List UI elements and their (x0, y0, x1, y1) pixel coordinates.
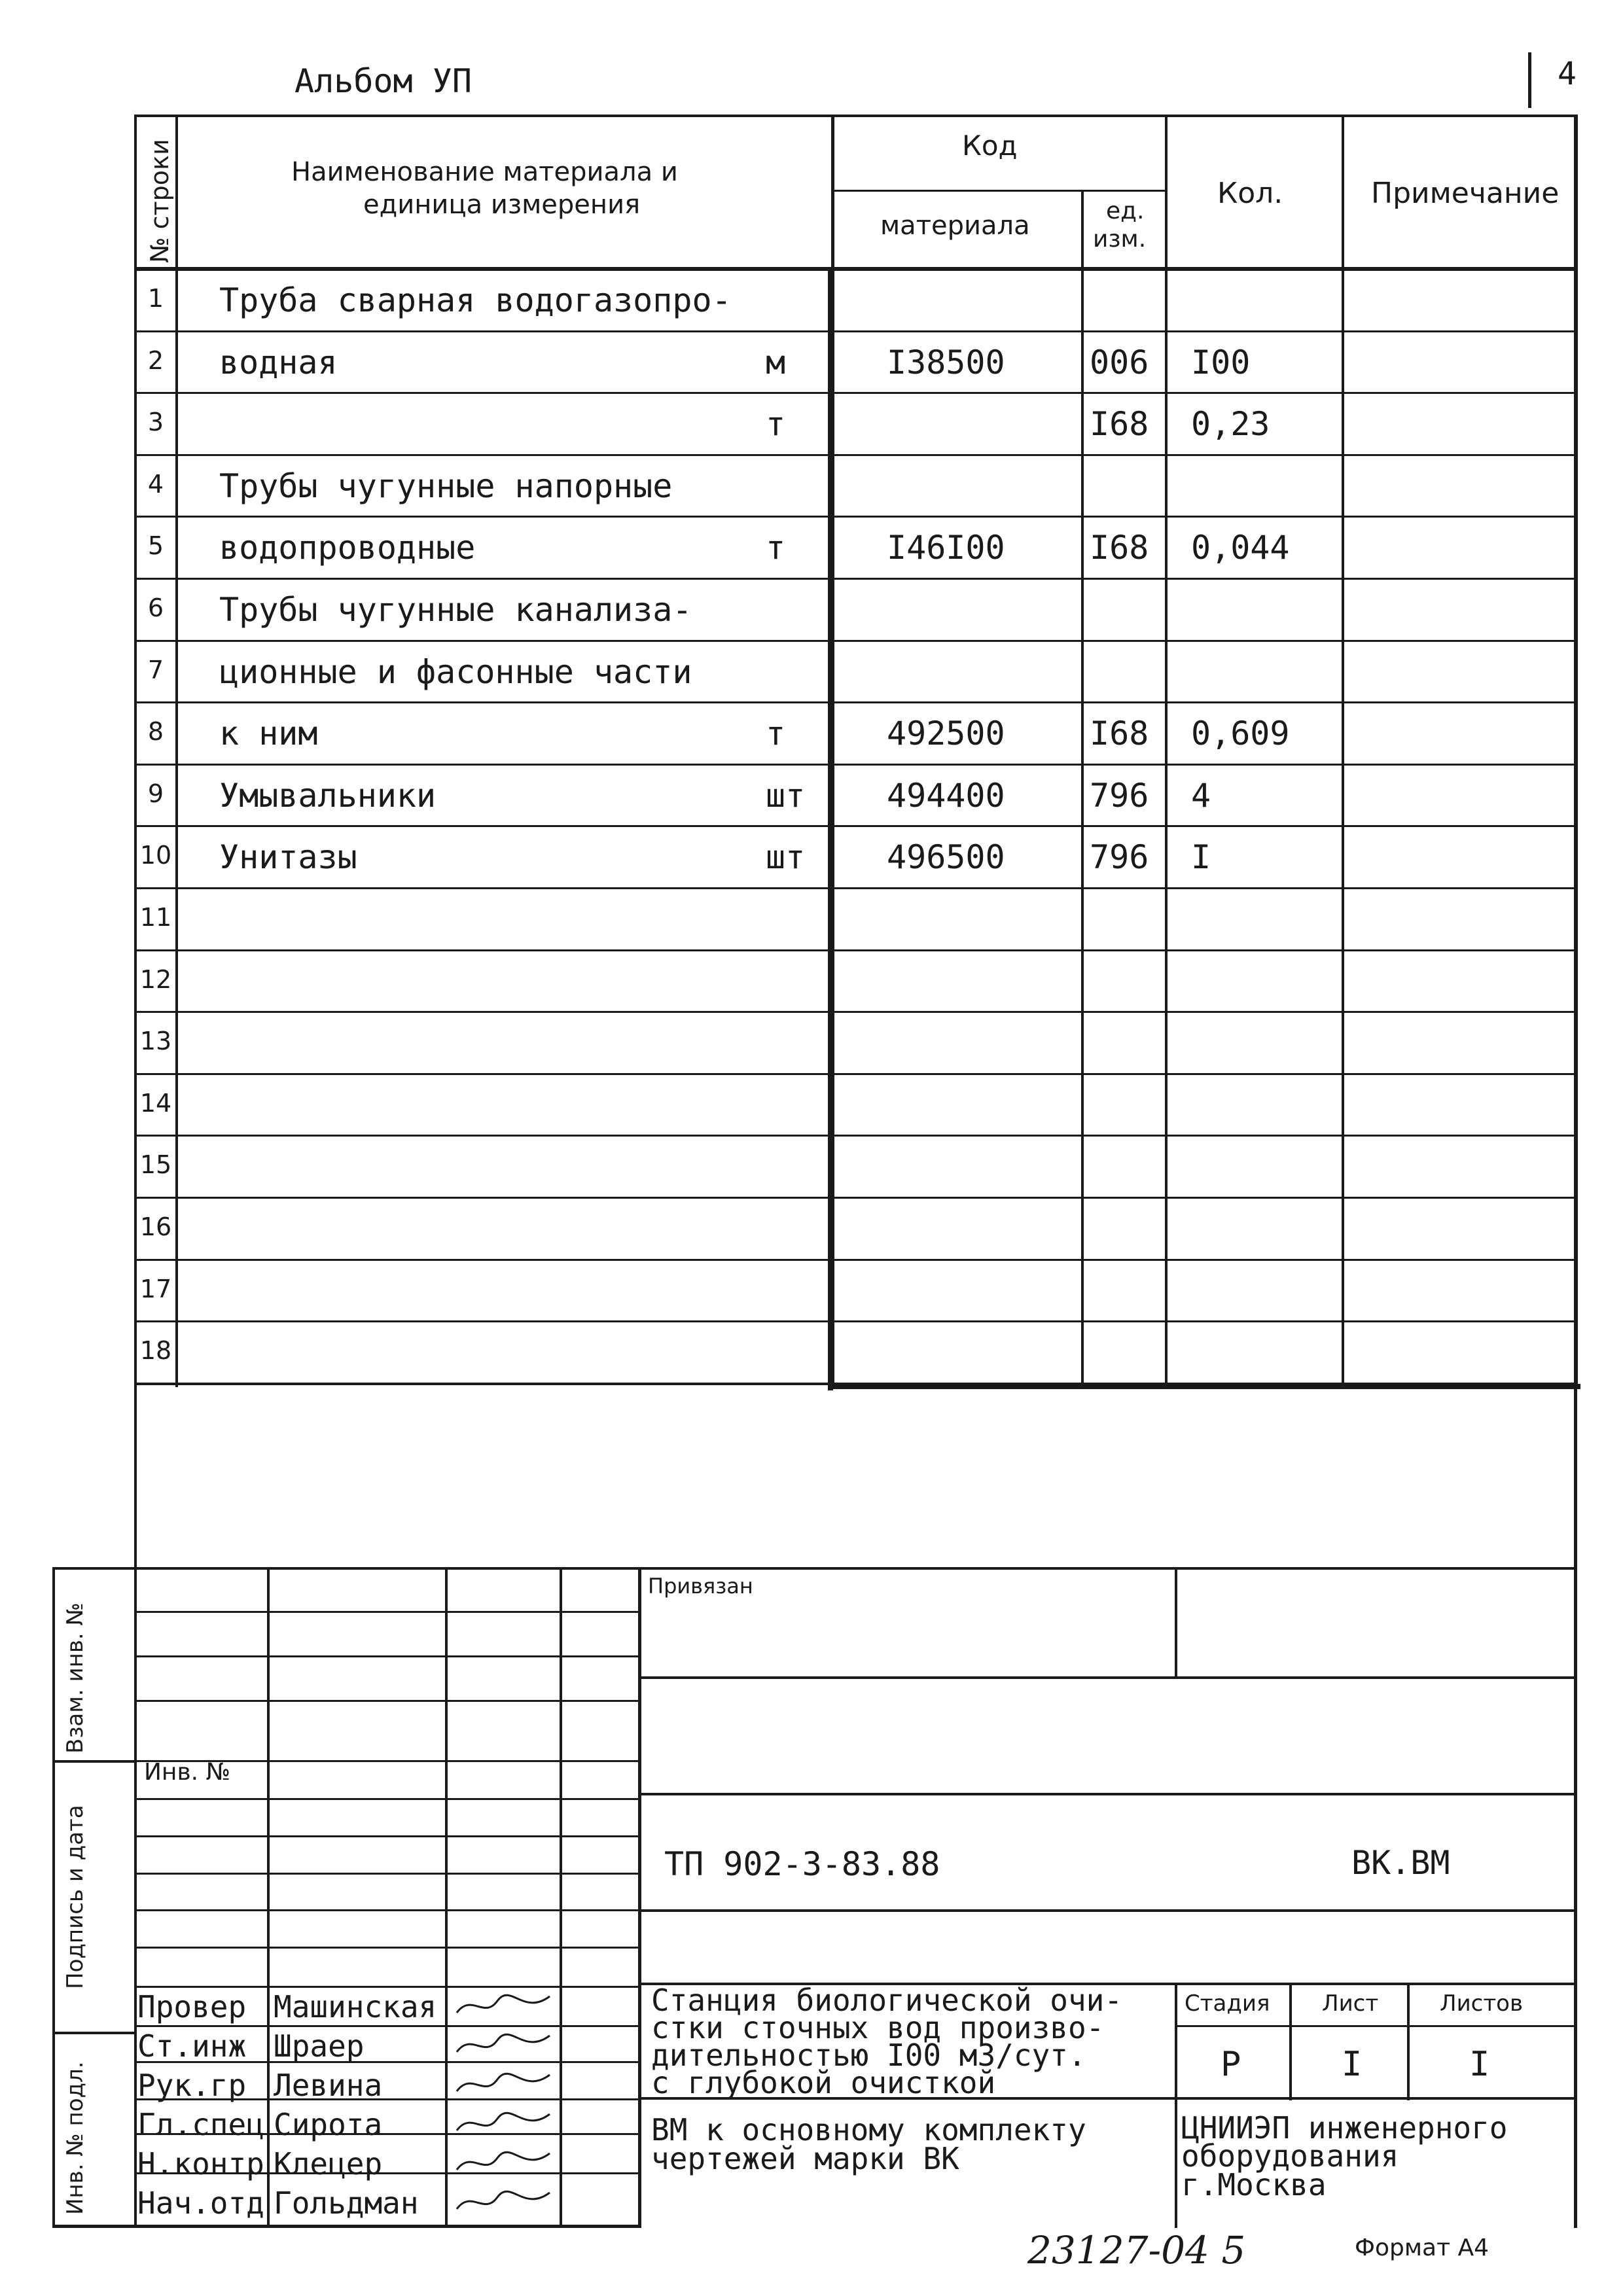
doc-mark: ВК.ВМ (1351, 1844, 1450, 1882)
header-name-1: Наименование материала и (291, 157, 678, 187)
row-number: 12 (139, 965, 172, 994)
doc-code: ТП 902-3-83.88 (664, 1845, 940, 1883)
row-number: 11 (139, 903, 172, 932)
tb-grid-hline (136, 1798, 641, 1800)
signature-mark (452, 2144, 556, 2183)
grid-v4 (638, 1567, 641, 2228)
row-material-code: 496500 (887, 838, 1005, 876)
format-label: Формат А4 (1355, 2234, 1489, 2261)
row-qty: 4 (1191, 777, 1211, 815)
signatory-role: Провер (137, 1989, 247, 2024)
tb-h2 (641, 1793, 1577, 1795)
header-kod: Код (962, 130, 1018, 162)
signature-mark (452, 2183, 556, 2222)
row-unit: шт (766, 838, 806, 876)
row-qty: 0,609 (1191, 715, 1290, 752)
signature-mark (452, 1987, 556, 2026)
sheet-value: I (1342, 2045, 1363, 2084)
signatory-name: Сирота (274, 2107, 383, 2142)
privyazan-divider (1175, 1567, 1177, 1678)
tb-grid-hline (136, 1655, 641, 1657)
row-divider (136, 330, 1576, 332)
signatory-name: Шраер (274, 2028, 365, 2064)
header-qty: Кол. (1217, 177, 1283, 210)
signatory-role: Нач.отд (137, 2185, 264, 2221)
album-title: Альбом УП (294, 62, 472, 100)
sheets-label: Листов (1440, 1990, 1524, 2017)
stage-v1 (1175, 1983, 1177, 2228)
row-name: Трубы чугунные напорные (219, 467, 673, 505)
tb-grid-hline (136, 2025, 641, 2027)
row-divider (136, 1135, 1576, 1137)
tb-bottom (52, 2225, 641, 2228)
row-material-code: I38500 (887, 344, 1005, 381)
signatory-role: Ст.инж (137, 2028, 247, 2064)
row-number: 4 (147, 470, 164, 499)
signature-mark (452, 2065, 556, 2104)
stage-value: Р (1221, 2045, 1241, 2084)
row-qty: I00 (1191, 344, 1251, 381)
tb-grid-hline (136, 1611, 641, 1613)
row-unit-code: 796 (1090, 777, 1149, 815)
row-name: Умывальники (219, 777, 437, 815)
row-number: 6 (147, 593, 164, 622)
header-bottom (134, 267, 1577, 271)
row-name: ционные и фасонные части (219, 653, 692, 691)
row-name: Унитазы (219, 838, 357, 876)
header-ed-1: ед. (1106, 198, 1145, 224)
signatory-role: Н.контр (137, 2146, 264, 2181)
row-divider (136, 1320, 1576, 1322)
header-row-no: № строки (145, 139, 174, 263)
stage-label: Стадия (1185, 1990, 1270, 2017)
row-unit-code: I68 (1090, 405, 1149, 443)
grid-v3 (560, 1567, 562, 2228)
tb-grid-hline (136, 1909, 641, 1911)
project-name-2: стки сточных вод произво- (651, 2010, 1105, 2045)
row-number: 3 (147, 408, 164, 436)
signature-mark (452, 2104, 556, 2144)
kod-subline (831, 190, 1165, 192)
row-material-code: 494400 (887, 777, 1005, 815)
thick-left (828, 268, 833, 1390)
signatory-role: Гл.спец (137, 2107, 264, 2142)
row-qty: 0,044 (1191, 529, 1290, 567)
row-number: 13 (139, 1027, 172, 1055)
sheet-title-2: чертежей марки ВК (651, 2141, 959, 2176)
stage-v2 (1289, 1983, 1292, 2100)
header-name-2: единица измерения (363, 190, 641, 220)
sheet-title-1: ВМ к основному комплекту (651, 2112, 1086, 2147)
row-unit: т (766, 715, 786, 752)
row-number: 9 (147, 779, 164, 808)
page-number: 4 (1558, 56, 1577, 92)
row-qty: 0,23 (1191, 405, 1270, 443)
header-note: Примечание (1371, 177, 1560, 210)
tb-grid-hline (136, 1873, 641, 1875)
row-number: 10 (139, 841, 172, 870)
row-divider (136, 392, 1576, 394)
thick-bottom (828, 1384, 1580, 1389)
tb-h3 (641, 1909, 1577, 1912)
row-divider (136, 1197, 1576, 1199)
header-material: материала (880, 211, 1030, 241)
row-name: Труба сварная водогазопро- (219, 281, 732, 319)
row-unit-code: I68 (1090, 715, 1149, 752)
signature-mark (452, 2026, 556, 2065)
row-divider (136, 949, 1576, 951)
tb-grid-hline (136, 1986, 641, 1988)
row-material-code: I46I00 (887, 529, 1005, 567)
row-divider (136, 578, 1576, 580)
row-number: 16 (139, 1212, 172, 1241)
row-divider (136, 1011, 1576, 1013)
row-unit-code: I68 (1090, 529, 1149, 567)
row-name: Трубы чугунные канализа- (219, 591, 692, 629)
signatory-name: Левина (274, 2068, 383, 2103)
signatory-name: Гольдман (274, 2185, 419, 2221)
row-material-code: 492500 (887, 715, 1005, 752)
sheets-value: I (1469, 2045, 1490, 2084)
handwritten-doc-number: 23127-04 5 (1027, 2228, 1246, 2272)
side-sep-2 (52, 2032, 136, 2034)
row-number: 15 (139, 1150, 172, 1179)
side-vzam-inv: Взам. инв. № (62, 1602, 88, 1754)
col-line-material (1081, 190, 1084, 1387)
side-podpis-data: Подпись и дата (62, 1805, 88, 1989)
row-divider (136, 454, 1576, 456)
row-divider (136, 640, 1576, 642)
tb-grid-hline (136, 1947, 641, 1949)
row-unit: м (766, 344, 786, 381)
row-divider (136, 516, 1576, 518)
tb-grid-hline (136, 1835, 641, 1837)
tb-h1 (641, 1676, 1577, 1679)
header-ed-2: изм. (1093, 226, 1147, 253)
sheet-label: Лист (1322, 1990, 1379, 2017)
row-unit-code: 006 (1090, 344, 1149, 381)
project-name-3: дительностью I00 м3/сут. (651, 2038, 1086, 2073)
side-sep-1 (52, 1760, 136, 1763)
row-unit: шт (766, 777, 806, 815)
page-number-divider (1528, 52, 1531, 108)
row-unit-code: 796 (1090, 838, 1149, 876)
side-inv-podl: Инв. № подл. (62, 2061, 88, 2215)
tb-top (52, 1567, 1577, 1570)
tb-right (1574, 1387, 1577, 2228)
project-name-4: с глубокой очисткой (651, 2065, 996, 2100)
privyazan-label: Привязан (648, 1574, 753, 1598)
signatory-name: Клецер (274, 2146, 383, 2181)
row-name: к ним (219, 715, 318, 752)
row-number: 7 (147, 656, 164, 684)
row-number: 1 (147, 284, 164, 313)
row-divider (136, 825, 1576, 827)
row-divider (136, 1259, 1576, 1261)
signatory-name: Машинская (274, 1989, 437, 2024)
row-number: 2 (147, 346, 164, 375)
grid-v1 (267, 1567, 270, 2228)
side-left (52, 1567, 55, 2228)
row-number: 14 (139, 1089, 172, 1118)
row-number: 18 (139, 1336, 172, 1365)
stage-v3 (1407, 1983, 1410, 2100)
row-divider (136, 701, 1576, 703)
stage-h (1175, 2025, 1577, 2027)
tb-grid-hline (136, 1700, 641, 1702)
grid-v2 (445, 1567, 448, 2228)
org-line-1: ЦНИИЭП инженерного (1181, 2110, 1508, 2146)
row-name: водная (219, 344, 338, 381)
row-divider (136, 1073, 1576, 1075)
project-name-1: Станция биологической очи- (651, 1983, 1123, 2018)
row-number: 17 (139, 1275, 172, 1303)
row-number: 8 (147, 717, 164, 746)
org-line-3: г.Москва (1181, 2167, 1327, 2202)
row-name: водопроводные (219, 529, 476, 567)
row-number: 5 (147, 531, 164, 560)
row-qty: I (1191, 838, 1211, 876)
row-unit: т (766, 529, 786, 567)
signatory-role: Рук.гр (137, 2068, 247, 2103)
inv-no-label: Инв. № (144, 1759, 231, 1786)
row-divider (136, 887, 1576, 889)
table-top (134, 115, 1577, 117)
row-unit: т (766, 405, 786, 443)
row-divider (136, 764, 1576, 766)
org-line-2: оборудования (1181, 2138, 1399, 2174)
